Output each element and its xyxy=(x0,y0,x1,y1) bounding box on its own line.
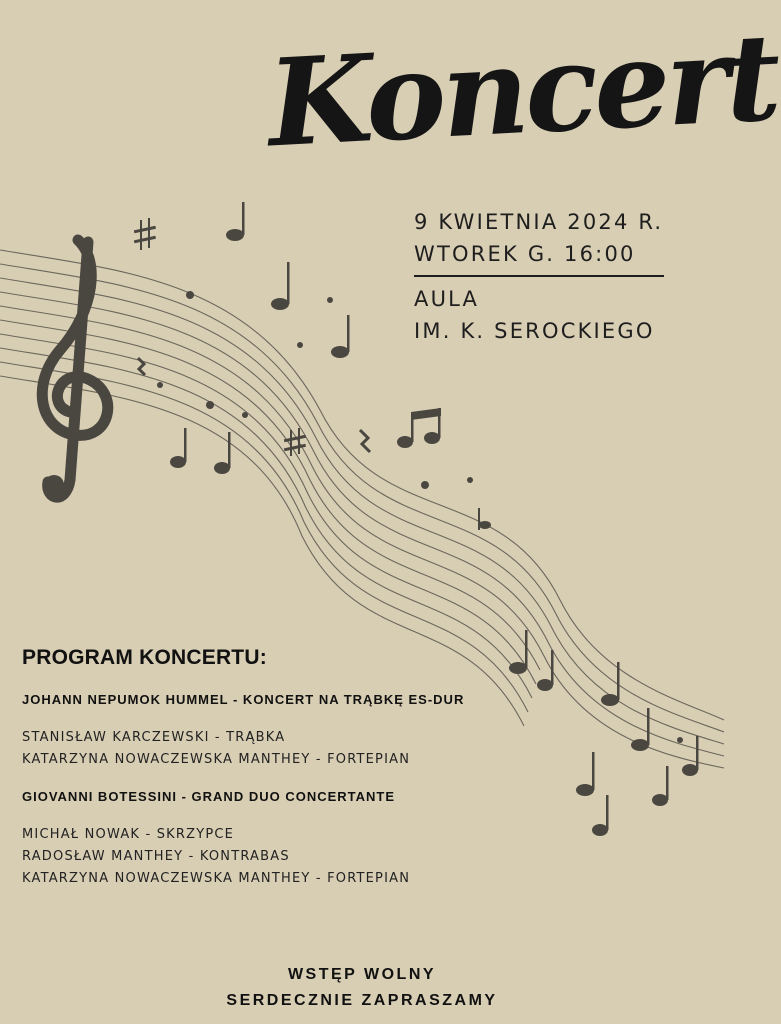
note-icon xyxy=(170,428,187,468)
performer-line: STANISŁAW KARCZEWSKI - TRĄBKA xyxy=(22,730,286,745)
program-performers xyxy=(22,727,622,771)
note-icon xyxy=(331,315,350,358)
program-performers xyxy=(22,824,622,890)
performer-line: KATARZYNA NOWACZEWSKA MANTHEY - FORTEPIAN xyxy=(22,752,411,767)
event-date: 9 KWIETNIA 2024 R. xyxy=(414,210,664,234)
note-icon xyxy=(652,766,669,806)
performer-line: KATARZYNA NOWACZEWSKA MANTHEY - FORTEPIAN xyxy=(22,871,411,886)
note-icon xyxy=(682,736,699,776)
note-icon xyxy=(631,708,650,751)
performer-line: MICHAŁ NOWAK - SKRZYPCE xyxy=(22,827,235,842)
event-venue-line2: IM. K. SEROCKIEGO xyxy=(414,319,655,343)
flat-icon xyxy=(478,508,491,530)
sharp-icon xyxy=(134,218,156,250)
beamed-notes-icon xyxy=(397,408,441,448)
event-venue-line1: AULA xyxy=(414,287,480,311)
note-icon xyxy=(271,262,290,310)
invitation-text: SERDECZNIE ZAPRASZAMY xyxy=(226,992,498,1009)
rest-icon xyxy=(138,358,145,375)
footer xyxy=(0,962,724,1014)
program-piece-title: GIOVANNI BOTESSINI - GRAND DUO CONCERTANTE xyxy=(22,789,396,804)
program-piece-title: JOHANN NEPUMOK HUMMEL - KONCERT NA TRĄBKĘ ES-DUR xyxy=(22,692,465,707)
free-entry-text: WSTĘP WOLNY xyxy=(287,966,437,983)
note-icon xyxy=(226,202,245,241)
poster-title: Koncert xyxy=(264,6,781,175)
performer-line: RADOSŁAW MANTHEY - KONTRABAS xyxy=(22,849,290,864)
program-heading: PROGRAM KONCERTU: xyxy=(22,646,267,669)
event-time: WTOREK G. 16:00 xyxy=(414,242,636,266)
rest-icon xyxy=(360,430,370,452)
concert-program xyxy=(22,646,622,908)
treble-clef-icon xyxy=(42,240,108,497)
